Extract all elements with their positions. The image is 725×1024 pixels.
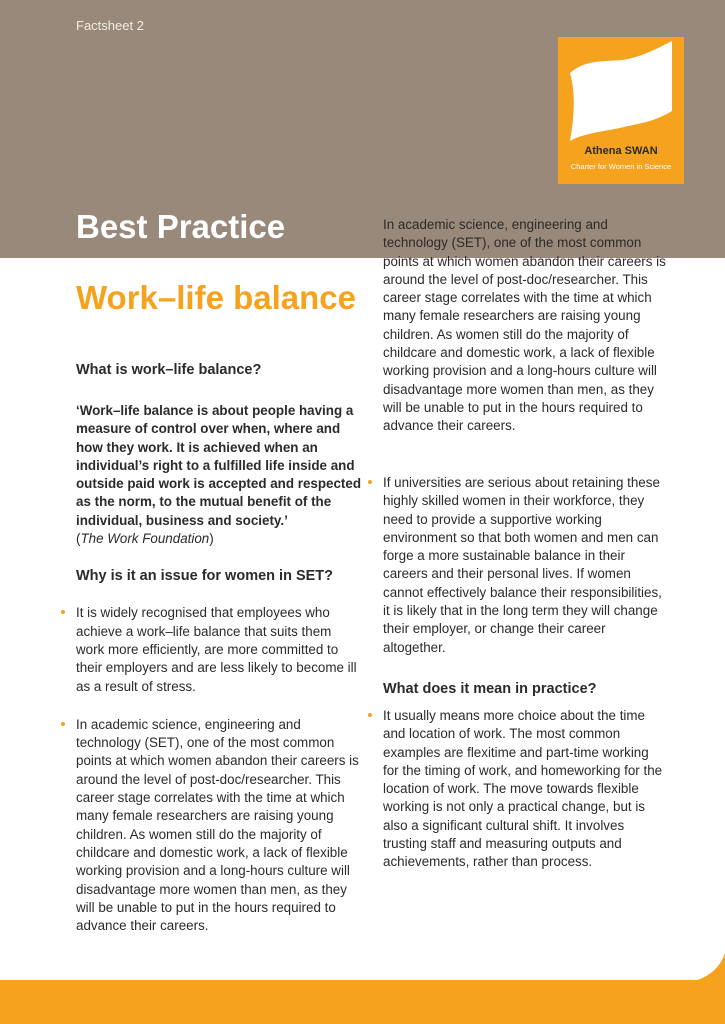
why-bullet-list	[76, 604, 361, 934]
footer-band	[0, 980, 725, 1024]
quote-source: (The Work Foundation)	[76, 531, 214, 547]
bullet-icon	[61, 610, 65, 614]
practice-bullet-list	[383, 707, 668, 872]
bullet-text-part-1: In academic science, engineering and technology (SET), one of the most common points at which women abandon their careers is around the level of post-doc/researcher. This career stage correlates with the time at which many female researchers are raising young children. As women still do the majority of childcare and domestic work, a lack of flexible working provision and a long-hours culture will disadvantage more women than men, as they will be unable to put in the hours required to advance their careers.	[76, 716, 359, 934]
section-heading-why: Why is it an issue for women in SET?	[76, 568, 334, 585]
page-title: Work–life balance	[76, 279, 357, 316]
page-heading: Best Practice	[76, 208, 286, 245]
list-item	[76, 604, 361, 695]
athena-swan-logo	[558, 37, 684, 184]
quote-source-name: The Work Foundation	[80, 531, 210, 547]
logo-name: Athena SWAN	[584, 145, 658, 157]
right-column	[383, 217, 668, 872]
list-item	[383, 474, 668, 657]
factsheet-label: Factsheet 2	[76, 18, 144, 33]
continued-text: In academic science, engineering and technology (SET), one of the most common points at which women abandon their careers is around the level of post-doc/researcher. This career stage correlates with the time at which many female researchers are raising young children. As women still do the majority of childcare and domestic work, a lack of flexible working provision and a long-hours culture will disadvantage more women than men, as they will be unable to put in the hours required to advance their careers.	[383, 217, 666, 434]
bullet-text: It is widely recognised that employees who achieve a work–life balance that suits them work more efficiently, are more committed to their employers and are less likely to become ill as a result of stress.	[76, 605, 357, 694]
section-heading-practice: What does it mean in practice?	[383, 680, 597, 697]
section-heading-what-is: What is work–life balance?	[76, 362, 262, 378]
bullet-icon	[61, 722, 65, 726]
bullet-icon	[368, 480, 372, 484]
bullet-text: It usually means more choice about the time and location of work. The most common examples are flexitime and part-time working for the timing of work, and homeworking for the location of work. The move towards flexible working is not only a practical change, but is also a significant cultural shift. It involves trusting staff and measuring outputs and achievements, rather than process.	[383, 707, 663, 870]
list-item	[383, 707, 668, 872]
logo-tagline: Charter for Women in Science	[570, 162, 672, 171]
left-column	[76, 360, 362, 934]
continued-text-window	[383, 217, 668, 454]
quote-text: ‘Work–life balance is about people having a measure of control over when, where and how they work. It is achieved when an individual’s right to a fulfilled life inside and outside paid work is accepted and respected as the norm, to the mutual benefit of the individual, business and society.’	[76, 403, 362, 528]
bullet-text: If universities are serious about retaining these highly skilled women in their workforce, they need to provide a supportive working environment so that both women and men can forge a more sustainable balance in their careers and their personal lives. If women cannot effectively balance their responsibilities, it is likely that in the long term they will change their employer, or change their career altogether.	[383, 475, 662, 655]
footer-curve	[0, 945, 725, 985]
bullet-icon	[368, 713, 372, 717]
list-item	[76, 716, 361, 934]
why-bullet-list-continued	[383, 474, 668, 657]
